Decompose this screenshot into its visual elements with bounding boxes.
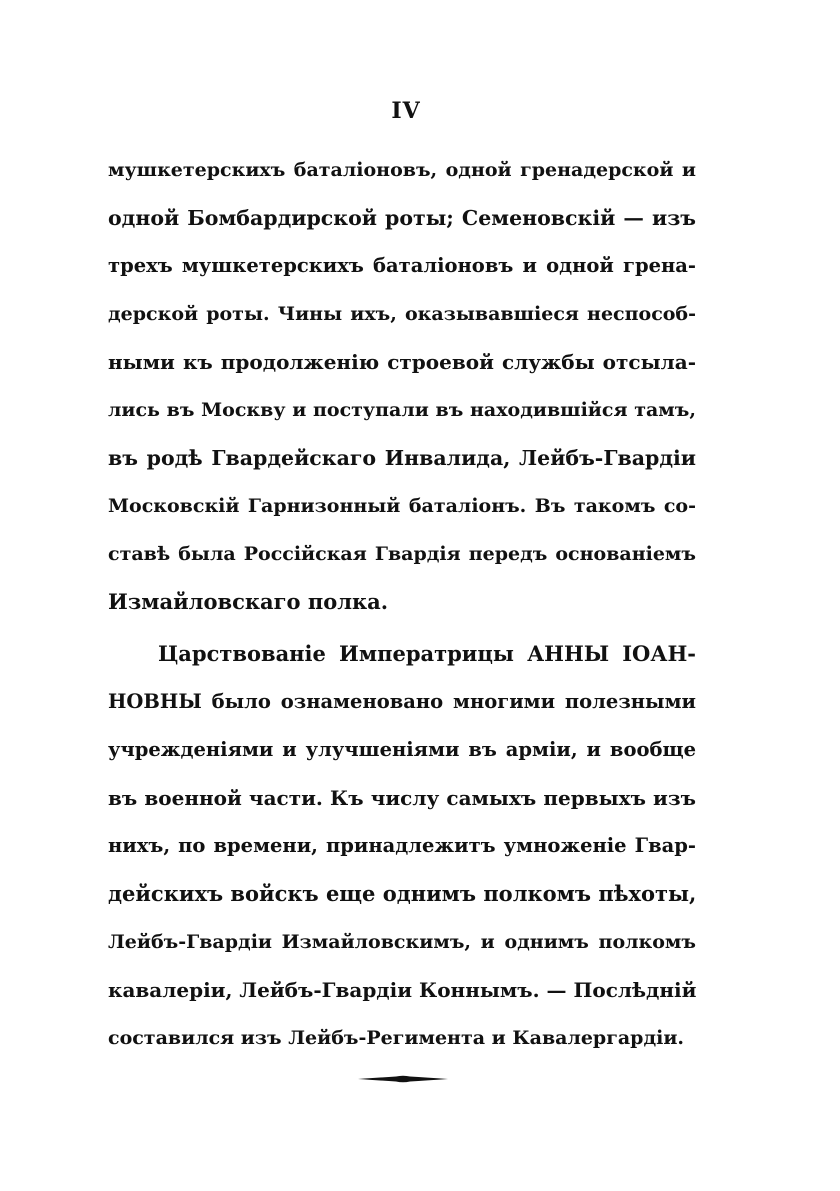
text-line: составился изъ Лейбъ-Регимента и Кавалергардіи.	[108, 1027, 685, 1049]
text-line: Царствованіе Императрицы АННЫ ІОАН-	[158, 641, 696, 666]
end-ornament-icon	[358, 1070, 448, 1088]
paragraph-2	[108, 630, 696, 1062]
text-line: нихъ, по времени, принадлежитъ умноженіе Гвар-	[108, 834, 696, 857]
text-line: дейскихъ войскъ еще однимъ полкомъ пѣхоты,	[108, 881, 697, 906]
text-line: учрежденіями и улучшеніями въ арміи, и вообще	[108, 738, 696, 761]
text-line: трехъ мушкетерскихъ баталіоновъ и одной грена-	[108, 254, 696, 277]
text-line: ставѣ была Россійская Гвардія передъ основаніемъ	[108, 543, 696, 565]
text-line: кавалеріи, Лейбъ-Гвардіи Коннымъ. — Послѣдній	[108, 978, 697, 1002]
text-line: ными къ продолженію строевой службы отсыла-	[108, 350, 696, 374]
text-line: лись въ Москву и поступали въ находившійся тамъ,	[108, 399, 696, 421]
text-line: въ военной части. Къ числу самыхъ первыхъ изъ	[108, 786, 696, 810]
text-line: Московскій Гарнизонный баталіонъ. Въ такомъ со-	[108, 495, 696, 517]
text-line: дерской роты. Чины ихъ, оказывавшіеся неспособ-	[108, 303, 696, 325]
paragraph-1	[108, 146, 696, 626]
text-line: одной Бомбардирской роты; Семеновскій — изъ	[108, 206, 696, 230]
text-line: мушкетерскихъ баталіоновъ, одной гренадерской и	[108, 159, 696, 181]
text-line: Лейбъ-Гвардіи Измайловскимъ, и однимъ полкомъ	[108, 931, 696, 953]
text-line: Измайловскаго полка.	[108, 589, 389, 614]
text-line: НОВНЫ было ознаменовано многими полезными	[108, 690, 696, 713]
page-number: IV	[391, 98, 421, 124]
text-line: въ родѣ Гвардейскаго Инвалида, Лейбъ-Гвардіи	[108, 446, 696, 470]
